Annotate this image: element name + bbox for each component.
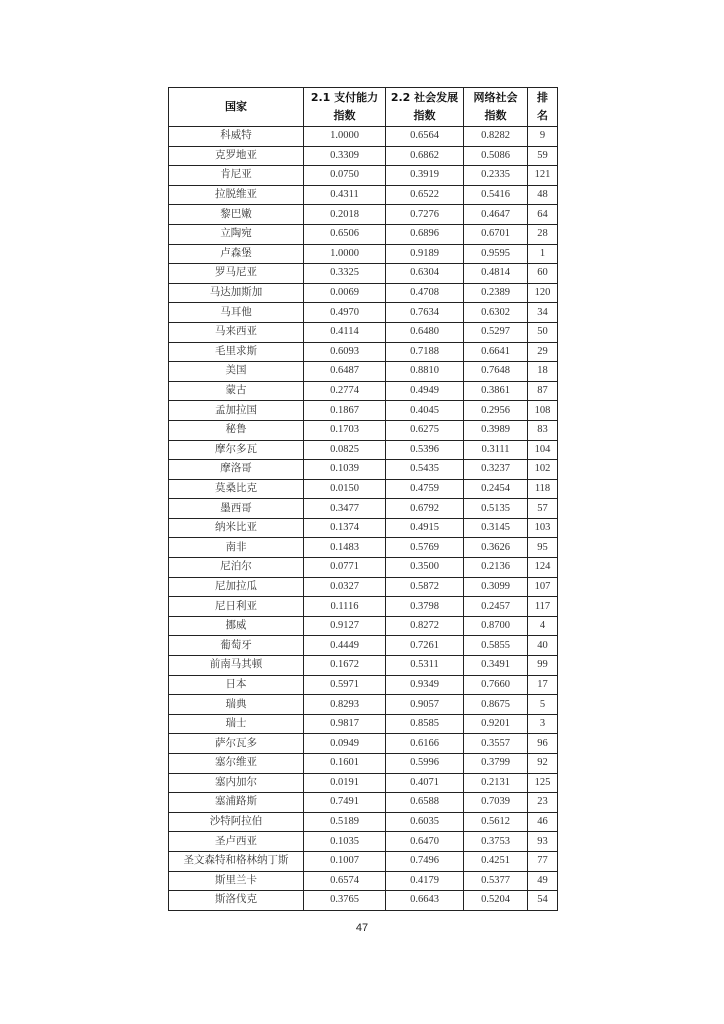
cell-social-development: 0.5396 xyxy=(386,440,464,460)
cell-payment-ability: 1.0000 xyxy=(304,127,386,147)
cell-social-development: 0.3919 xyxy=(386,166,464,186)
header-line1: 网络社会 xyxy=(473,91,518,104)
cell-network-society: 0.2457 xyxy=(464,597,528,617)
cell-payment-ability: 0.2774 xyxy=(304,381,386,401)
table-row xyxy=(169,518,558,538)
cell-payment-ability: 0.4311 xyxy=(304,185,386,205)
cell-rank: 9 xyxy=(528,127,558,147)
cell-social-development: 0.6035 xyxy=(386,812,464,832)
cell-rank: 120 xyxy=(528,283,558,303)
cell-country: 孟加拉国 xyxy=(169,401,304,421)
table-row xyxy=(169,166,558,186)
cell-payment-ability: 0.1007 xyxy=(304,851,386,871)
cell-social-development: 0.7634 xyxy=(386,303,464,323)
cell-country: 斯洛伐克 xyxy=(169,891,304,911)
cell-social-development: 0.6522 xyxy=(386,185,464,205)
table-row xyxy=(169,656,558,676)
cell-payment-ability: 0.1601 xyxy=(304,754,386,774)
cell-network-society: 0.3799 xyxy=(464,754,528,774)
cell-network-society: 0.8675 xyxy=(464,695,528,715)
cell-social-development: 0.6564 xyxy=(386,127,464,147)
table-row xyxy=(169,538,558,558)
header-payment-ability xyxy=(304,88,386,127)
cell-payment-ability: 0.6093 xyxy=(304,342,386,362)
table-row xyxy=(169,754,558,774)
cell-network-society: 0.3753 xyxy=(464,832,528,852)
table-row xyxy=(169,714,558,734)
cell-network-society: 0.7039 xyxy=(464,793,528,813)
cell-rank: 29 xyxy=(528,342,558,362)
table-row xyxy=(169,499,558,519)
cell-payment-ability: 0.6574 xyxy=(304,871,386,891)
cell-payment-ability: 0.0949 xyxy=(304,734,386,754)
cell-rank: 83 xyxy=(528,420,558,440)
cell-rank: 87 xyxy=(528,381,558,401)
table-row xyxy=(169,224,558,244)
cell-social-development: 0.6304 xyxy=(386,264,464,284)
table-row xyxy=(169,283,558,303)
cell-network-society: 0.7648 xyxy=(464,362,528,382)
cell-social-development: 0.4179 xyxy=(386,871,464,891)
cell-social-development: 0.5435 xyxy=(386,460,464,480)
cell-rank: 48 xyxy=(528,185,558,205)
cell-rank: 28 xyxy=(528,224,558,244)
cell-network-society: 0.3861 xyxy=(464,381,528,401)
cell-social-development: 0.6643 xyxy=(386,891,464,911)
cell-network-society: 0.3491 xyxy=(464,656,528,676)
cell-network-society: 0.3989 xyxy=(464,420,528,440)
header-line1: 国家 xyxy=(225,100,247,113)
table-row xyxy=(169,127,558,147)
cell-payment-ability: 0.0191 xyxy=(304,773,386,793)
cell-network-society: 0.5135 xyxy=(464,499,528,519)
cell-rank: 103 xyxy=(528,518,558,538)
cell-country: 尼泊尔 xyxy=(169,558,304,578)
cell-country: 前南马其顿 xyxy=(169,656,304,676)
cell-social-development: 0.4708 xyxy=(386,283,464,303)
cell-network-society: 0.8282 xyxy=(464,127,528,147)
cell-country: 美国 xyxy=(169,362,304,382)
cell-rank: 92 xyxy=(528,754,558,774)
page-number: 47 xyxy=(355,922,369,934)
cell-network-society: 0.2136 xyxy=(464,558,528,578)
cell-rank: 102 xyxy=(528,460,558,480)
cell-country: 圣文森特和格林纳丁斯 xyxy=(169,851,304,871)
cell-social-development: 0.4949 xyxy=(386,381,464,401)
cell-country: 蒙古 xyxy=(169,381,304,401)
cell-social-development: 0.6862 xyxy=(386,146,464,166)
table-row xyxy=(169,401,558,421)
cell-country: 南非 xyxy=(169,538,304,558)
cell-country: 尼加拉瓜 xyxy=(169,577,304,597)
table-row xyxy=(169,695,558,715)
table-row xyxy=(169,616,558,636)
cell-country: 马来西亚 xyxy=(169,322,304,342)
cell-rank: 104 xyxy=(528,440,558,460)
table-row xyxy=(169,675,558,695)
table-row xyxy=(169,440,558,460)
cell-network-society: 0.3145 xyxy=(464,518,528,538)
cell-country: 莫桑比克 xyxy=(169,479,304,499)
cell-rank: 60 xyxy=(528,264,558,284)
cell-network-society: 0.3111 xyxy=(464,440,528,460)
table-row xyxy=(169,577,558,597)
cell-country: 日本 xyxy=(169,675,304,695)
cell-payment-ability: 1.0000 xyxy=(304,244,386,264)
header-network-society xyxy=(464,88,528,127)
cell-payment-ability: 0.1703 xyxy=(304,420,386,440)
cell-payment-ability: 0.4449 xyxy=(304,636,386,656)
cell-country: 挪威 xyxy=(169,616,304,636)
cell-payment-ability: 0.3309 xyxy=(304,146,386,166)
header-line1: 排 xyxy=(537,91,548,104)
cell-rank: 49 xyxy=(528,871,558,891)
cell-rank: 1 xyxy=(528,244,558,264)
cell-payment-ability: 0.1374 xyxy=(304,518,386,538)
cell-country: 马耳他 xyxy=(169,303,304,323)
table-row xyxy=(169,381,558,401)
cell-social-development: 0.6480 xyxy=(386,322,464,342)
table-row xyxy=(169,362,558,382)
cell-payment-ability: 0.4114 xyxy=(304,322,386,342)
cell-rank: 117 xyxy=(528,597,558,617)
table-row xyxy=(169,460,558,480)
cell-country: 萨尔瓦多 xyxy=(169,734,304,754)
cell-rank: 18 xyxy=(528,362,558,382)
cell-social-development: 0.9057 xyxy=(386,695,464,715)
header-country xyxy=(169,88,304,127)
cell-social-development: 0.9349 xyxy=(386,675,464,695)
cell-payment-ability: 0.0825 xyxy=(304,440,386,460)
cell-network-society: 0.8700 xyxy=(464,616,528,636)
table-row xyxy=(169,264,558,284)
cell-payment-ability: 0.0069 xyxy=(304,283,386,303)
cell-payment-ability: 0.0771 xyxy=(304,558,386,578)
cell-payment-ability: 0.6506 xyxy=(304,224,386,244)
table-row xyxy=(169,812,558,832)
cell-social-development: 0.3798 xyxy=(386,597,464,617)
cell-rank: 23 xyxy=(528,793,558,813)
table-row xyxy=(169,185,558,205)
cell-payment-ability: 0.3765 xyxy=(304,891,386,911)
cell-rank: 121 xyxy=(528,166,558,186)
cell-country: 秘鲁 xyxy=(169,420,304,440)
cell-rank: 107 xyxy=(528,577,558,597)
cell-country: 墨西哥 xyxy=(169,499,304,519)
cell-payment-ability: 0.3325 xyxy=(304,264,386,284)
cell-payment-ability: 0.2018 xyxy=(304,205,386,225)
cell-social-development: 0.8272 xyxy=(386,616,464,636)
cell-country: 拉脱维亚 xyxy=(169,185,304,205)
cell-payment-ability: 0.5189 xyxy=(304,812,386,832)
cell-network-society: 0.5612 xyxy=(464,812,528,832)
cell-network-society: 0.4251 xyxy=(464,851,528,871)
cell-network-society: 0.2956 xyxy=(464,401,528,421)
cell-network-society: 0.2335 xyxy=(464,166,528,186)
table-row xyxy=(169,479,558,499)
cell-social-development: 0.6470 xyxy=(386,832,464,852)
table-row xyxy=(169,773,558,793)
cell-country: 摩尔多瓦 xyxy=(169,440,304,460)
table-row xyxy=(169,322,558,342)
cell-network-society: 0.2389 xyxy=(464,283,528,303)
cell-payment-ability: 0.0750 xyxy=(304,166,386,186)
cell-rank: 50 xyxy=(528,322,558,342)
cell-country: 瑞典 xyxy=(169,695,304,715)
cell-network-society: 0.2454 xyxy=(464,479,528,499)
cell-payment-ability: 0.1672 xyxy=(304,656,386,676)
table-row xyxy=(169,832,558,852)
cell-payment-ability: 0.1039 xyxy=(304,460,386,480)
cell-payment-ability: 0.9817 xyxy=(304,714,386,734)
cell-network-society: 0.5377 xyxy=(464,871,528,891)
cell-country: 圣卢西亚 xyxy=(169,832,304,852)
table-row xyxy=(169,342,558,362)
header-line2: 名 xyxy=(537,109,548,122)
cell-social-development: 0.9189 xyxy=(386,244,464,264)
cell-social-development: 0.4915 xyxy=(386,518,464,538)
cell-rank: 17 xyxy=(528,675,558,695)
cell-network-society: 0.3626 xyxy=(464,538,528,558)
table-row xyxy=(169,851,558,871)
table-row xyxy=(169,597,558,617)
cell-payment-ability: 0.1483 xyxy=(304,538,386,558)
cell-social-development: 0.6275 xyxy=(386,420,464,440)
cell-payment-ability: 0.6487 xyxy=(304,362,386,382)
cell-country: 罗马尼亚 xyxy=(169,264,304,284)
cell-rank: 108 xyxy=(528,401,558,421)
cell-network-society: 0.6701 xyxy=(464,224,528,244)
cell-network-society: 0.6641 xyxy=(464,342,528,362)
cell-country: 塞尔维亚 xyxy=(169,754,304,774)
cell-rank: 95 xyxy=(528,538,558,558)
cell-country: 尼日利亚 xyxy=(169,597,304,617)
cell-rank: 93 xyxy=(528,832,558,852)
cell-social-development: 0.5996 xyxy=(386,754,464,774)
header-line2: 指数 xyxy=(484,109,507,122)
cell-social-development: 0.7496 xyxy=(386,851,464,871)
cell-rank: 96 xyxy=(528,734,558,754)
cell-rank: 3 xyxy=(528,714,558,734)
cell-country: 斯里兰卡 xyxy=(169,871,304,891)
cell-payment-ability: 0.0150 xyxy=(304,479,386,499)
table-row xyxy=(169,146,558,166)
cell-rank: 46 xyxy=(528,812,558,832)
table-body xyxy=(169,127,558,911)
table-row xyxy=(169,303,558,323)
cell-rank: 118 xyxy=(528,479,558,499)
cell-payment-ability: 0.4970 xyxy=(304,303,386,323)
cell-rank: 125 xyxy=(528,773,558,793)
table-row xyxy=(169,734,558,754)
table-row xyxy=(169,871,558,891)
cell-country: 黎巴嫩 xyxy=(169,205,304,225)
cell-social-development: 0.6166 xyxy=(386,734,464,754)
cell-payment-ability: 0.8293 xyxy=(304,695,386,715)
cell-payment-ability: 0.3477 xyxy=(304,499,386,519)
cell-rank: 64 xyxy=(528,205,558,225)
cell-rank: 124 xyxy=(528,558,558,578)
cell-social-development: 0.5872 xyxy=(386,577,464,597)
cell-network-society: 0.5297 xyxy=(464,322,528,342)
country-index-table xyxy=(168,87,558,911)
cell-payment-ability: 0.0327 xyxy=(304,577,386,597)
cell-country: 纳米比亚 xyxy=(169,518,304,538)
cell-social-development: 0.8585 xyxy=(386,714,464,734)
cell-social-development: 0.4759 xyxy=(386,479,464,499)
header-line2: 指数 xyxy=(333,109,356,122)
cell-country: 塞内加尔 xyxy=(169,773,304,793)
cell-social-development: 0.4045 xyxy=(386,401,464,421)
cell-network-society: 0.5855 xyxy=(464,636,528,656)
cell-rank: 57 xyxy=(528,499,558,519)
cell-network-society: 0.5204 xyxy=(464,891,528,911)
cell-rank: 59 xyxy=(528,146,558,166)
cell-social-development: 0.5311 xyxy=(386,656,464,676)
cell-payment-ability: 0.1116 xyxy=(304,597,386,617)
cell-country: 葡萄牙 xyxy=(169,636,304,656)
table-row xyxy=(169,244,558,264)
cell-rank: 34 xyxy=(528,303,558,323)
cell-rank: 54 xyxy=(528,891,558,911)
cell-social-development: 0.7188 xyxy=(386,342,464,362)
header-line1: 2.2 社会发展 xyxy=(390,91,459,104)
cell-social-development: 0.6896 xyxy=(386,224,464,244)
cell-network-society: 0.3237 xyxy=(464,460,528,480)
cell-payment-ability: 0.5971 xyxy=(304,675,386,695)
cell-country: 立陶宛 xyxy=(169,224,304,244)
cell-rank: 99 xyxy=(528,656,558,676)
cell-country: 毛里求斯 xyxy=(169,342,304,362)
cell-network-society: 0.3099 xyxy=(464,577,528,597)
cell-network-society: 0.7660 xyxy=(464,675,528,695)
cell-network-society: 0.4814 xyxy=(464,264,528,284)
cell-country: 摩洛哥 xyxy=(169,460,304,480)
cell-social-development: 0.7261 xyxy=(386,636,464,656)
cell-network-society: 0.3557 xyxy=(464,734,528,754)
cell-social-development: 0.8810 xyxy=(386,362,464,382)
table-row xyxy=(169,558,558,578)
cell-network-society: 0.2131 xyxy=(464,773,528,793)
cell-payment-ability: 0.7491 xyxy=(304,793,386,813)
cell-rank: 4 xyxy=(528,616,558,636)
table-row xyxy=(169,205,558,225)
cell-country: 克罗地亚 xyxy=(169,146,304,166)
table-row xyxy=(169,636,558,656)
cell-network-society: 0.5416 xyxy=(464,185,528,205)
cell-social-development: 0.4071 xyxy=(386,773,464,793)
cell-country: 卢森堡 xyxy=(169,244,304,264)
cell-network-society: 0.9201 xyxy=(464,714,528,734)
table-row xyxy=(169,891,558,911)
table-header-row xyxy=(169,88,558,127)
cell-social-development: 0.6588 xyxy=(386,793,464,813)
table-row xyxy=(169,420,558,440)
cell-payment-ability: 0.1035 xyxy=(304,832,386,852)
cell-rank: 77 xyxy=(528,851,558,871)
cell-network-society: 0.6302 xyxy=(464,303,528,323)
table-row xyxy=(169,793,558,813)
cell-country: 科威特 xyxy=(169,127,304,147)
cell-country: 沙特阿拉伯 xyxy=(169,812,304,832)
cell-payment-ability: 0.9127 xyxy=(304,616,386,636)
cell-payment-ability: 0.1867 xyxy=(304,401,386,421)
cell-social-development: 0.5769 xyxy=(386,538,464,558)
cell-rank: 40 xyxy=(528,636,558,656)
header-social-development xyxy=(386,88,464,127)
cell-social-development: 0.6792 xyxy=(386,499,464,519)
cell-country: 肯尼亚 xyxy=(169,166,304,186)
cell-network-society: 0.5086 xyxy=(464,146,528,166)
header-rank xyxy=(528,88,558,127)
cell-social-development: 0.7276 xyxy=(386,205,464,225)
cell-network-society: 0.4647 xyxy=(464,205,528,225)
cell-social-development: 0.3500 xyxy=(386,558,464,578)
header-line1: 2.1 支付能力 xyxy=(310,91,379,104)
header-line2: 指数 xyxy=(413,109,436,122)
cell-rank: 5 xyxy=(528,695,558,715)
cell-country: 塞浦路斯 xyxy=(169,793,304,813)
cell-country: 马达加斯加 xyxy=(169,283,304,303)
cell-network-society: 0.9595 xyxy=(464,244,528,264)
cell-country: 瑞士 xyxy=(169,714,304,734)
